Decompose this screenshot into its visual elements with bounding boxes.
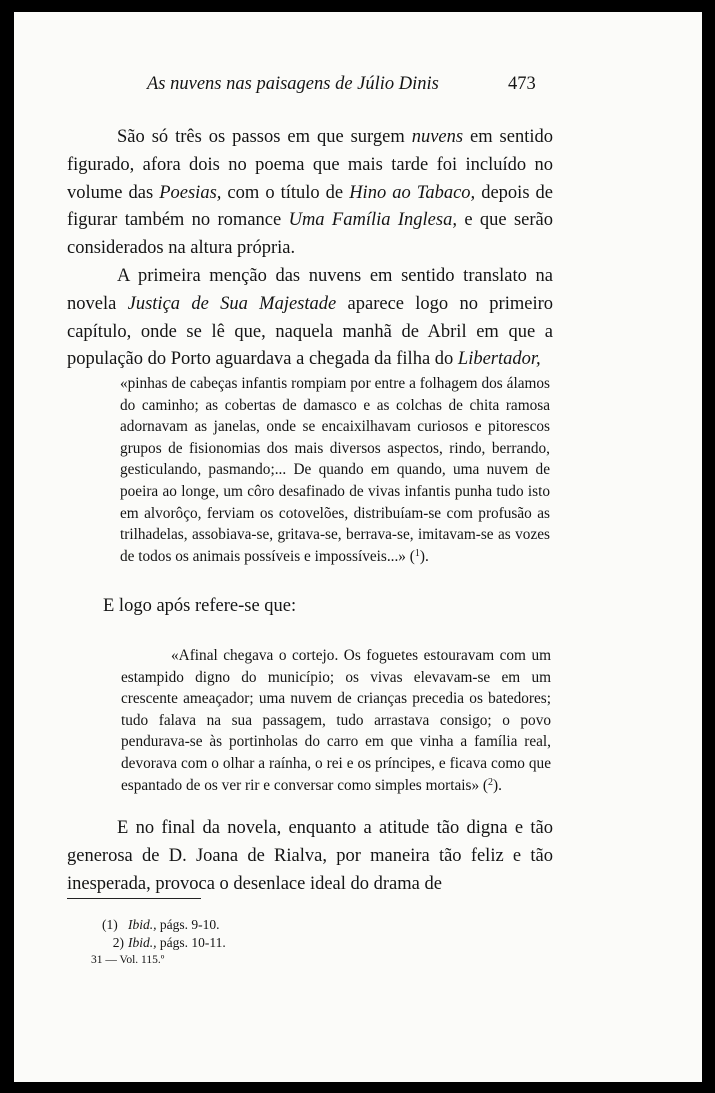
block-quote-2: [121, 645, 551, 796]
paragraph-2: [67, 263, 553, 374]
text-run: A primeira menção das nuvens em sentido translato na novela: [67, 265, 553, 314]
footnote-pages: págs. 10-11.: [159, 935, 226, 950]
quote-body: «pinhas de cabeças infantis rompiam por entre a folhagem dos álamos do caminho; as cobertas de damasco e as colchas de chita ramosa adornavam as janelas, onde se encaixilhavam curiosos e pitorescos grupos de fisionomias dos mais diversos aspectos, rindo, berrando, gesticulando, pasmando;... De quando em quando, uma nuvem de poeira ao longe, um côro desafinado de vivas infantis punha tudo isto em alvorôço, ferviam os cotovelões, distribuíam-se com profusão as trilhadelas, assobiava-se, gritava-se, berrava-se, imitavam-se as vozes de todos os animais possíveis e impossíveis...» (: [120, 375, 550, 565]
poem-title: Hino ao Tabaco,: [349, 182, 476, 203]
italic-term: Libertador,: [457, 349, 541, 370]
quote-text: [120, 373, 550, 567]
text-run: e que serão considerados na altura própria.: [67, 210, 554, 259]
running-title: As nuvens nas paisagens de Júlio Dinis: [147, 74, 439, 94]
book-page: [14, 12, 702, 1082]
quote-body: «Afinal chegava o cortejo. Os foguetes estouravam com um estampido digno do município; os vivas elevavam-se em um crescente ameaçador; uma nuvem de crianças precedia os batedores; tudo falava na sua passagem, tudo arrastava consigo; o povo pendurava-se às portinholas do carro em que vinha a família real, devorava com o olhar a raínha, o rei e os príncipes, e ficava como que espantado de os ver rir e conversar como simples mortais» (: [121, 647, 551, 794]
footnotes: [102, 916, 226, 952]
footnote-pages: págs. 9-10.: [159, 917, 220, 932]
quote-end: ).: [493, 776, 502, 794]
text-run: depois de figurar também no romance: [67, 182, 554, 231]
text-run: com o título de: [221, 182, 350, 203]
paragraph-1: [67, 124, 553, 263]
text-run: São só três os passos em que surgem: [117, 127, 412, 147]
novel-title: Justiça de Sua Majestade: [127, 293, 337, 314]
footnote-source: Ibid.,: [128, 935, 157, 950]
italic-term: nuvens: [411, 127, 464, 147]
footnote-ref: 1: [414, 547, 420, 559]
novel-title: Uma Família Inglesa,: [288, 210, 457, 231]
text-run: em sentido figurado, afora dois no poema que mais tarde foi incluído no volume das: [67, 127, 553, 203]
footnote-source: Ibid.,: [128, 917, 157, 932]
footnote-divider: [67, 898, 201, 899]
quote-end: ).: [419, 547, 429, 565]
quote-text: [121, 645, 551, 796]
book-title: Poesias,: [159, 182, 222, 203]
text-run: aparece logo no primeiro capítulo, onde se lê que, naquela manhã de Abril em que a população do Porto aguardava a chegada da filha do: [67, 293, 553, 370]
page-header: [14, 74, 702, 104]
block-quote-1: [120, 373, 550, 567]
body-text: [67, 124, 553, 374]
page-number: 473: [508, 74, 536, 94]
footnote-mark: 2): [112, 935, 124, 950]
footnote-2: [102, 934, 226, 952]
signature-mark: 31 — Vol. 115.º: [91, 954, 165, 966]
footnote-1: [102, 916, 226, 934]
paragraph-3: E no final da novela, enquanto a atitude tão digna e tão generosa de D. Joana de Rialva, por maneira tão feliz e tão inesperada, provoca o desenlace ideal do drama de: [67, 818, 553, 894]
closing-paragraph: [67, 815, 553, 898]
bridge-sentence: E logo após refere-se que:: [103, 596, 297, 616]
footnote-ref: 2: [488, 776, 494, 788]
footnote-mark: (1): [102, 917, 118, 932]
